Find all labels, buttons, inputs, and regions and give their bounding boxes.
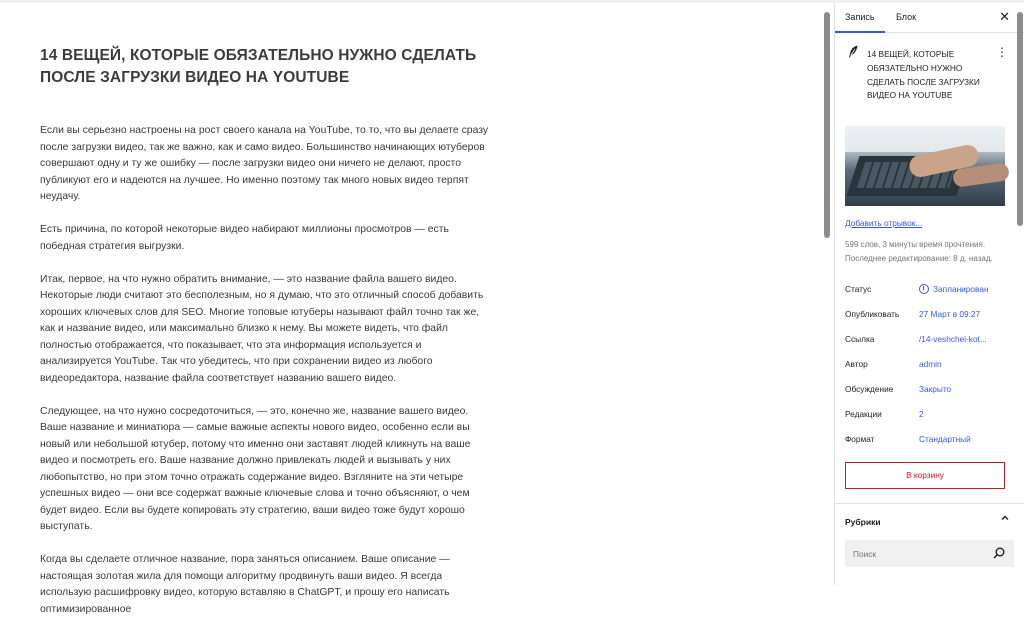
revisions-button[interactable]: 2 — [919, 409, 924, 420]
meta-row-discussion — [845, 377, 1014, 402]
paragraph-block[interactable]: Есть причина, по которой некоторые видео набирают миллионы просмотров — есть победная стратегия выгрузки. — [40, 224, 449, 252]
post-meta — [835, 277, 1024, 452]
move-to-trash-button[interactable]: В корзину — [845, 462, 1005, 489]
search-icon — [992, 546, 1006, 560]
add-excerpt-link[interactable]: Добавить отрывок... — [845, 218, 923, 228]
meta-label: Ссылка — [845, 334, 875, 345]
meta-row-publish — [845, 302, 1014, 327]
publish-date-button[interactable]: 27 Март в 09:27 — [919, 309, 981, 320]
post-title[interactable]: 14 ВЕЩЕЙ, КОТОРЫЕ ОБЯЗАТЕЛЬНО НУЖНО СДЕЛАТЬ ПОСЛЕ ЗАГРУЗКИ ВИДЕО НА YOUTUBE — [40, 47, 477, 86]
search-placeholder: Поиск — [853, 549, 876, 560]
editor-scrollbar[interactable] — [824, 12, 830, 238]
categories-panel-header[interactable] — [835, 504, 1024, 536]
more-options-icon[interactable]: ⋮ — [996, 45, 1008, 59]
close-icon[interactable]: ✕ — [999, 9, 1010, 24]
meta-label: Статус — [845, 284, 872, 295]
editor-canvas[interactable] — [0, 3, 823, 615]
meta-row-format — [845, 427, 1014, 452]
meta-row-revisions — [845, 402, 1014, 427]
paragraph-block[interactable]: Когда вы сделаете отличное название, пора заняться описанием. Ваше описание — настоящая золотая жила для помощи алгоритму продвинуть ваши видео. Я всегда использую расшифровку видео, которую вставляю в ChatGPT, и прошу его написать оптимизированное — [40, 554, 450, 615]
meta-label: Редакции — [845, 409, 882, 420]
clock-icon — [919, 284, 929, 294]
meta-label: Автор — [845, 359, 868, 370]
meta-row-status — [845, 277, 1014, 302]
meta-label: Опубликовать — [845, 309, 900, 320]
settings-sidebar — [834, 3, 1024, 585]
featured-image[interactable] — [845, 126, 1005, 206]
status-value: Запланирован — [933, 284, 989, 295]
discussion-button[interactable]: Закрыто — [919, 384, 952, 395]
meta-label: Формат — [845, 434, 875, 445]
summary-title: 14 ВЕЩЕЙ, КОТОРЫЕ ОБЯЗАТЕЛЬНО НУЖНО СДЕЛАТЬ ПОСЛЕ ЗАГРУЗКИ ВИДЕО НА YOUTUBE — [867, 49, 980, 101]
post-stats: 599 слов, 3 минуты время прочтения. Последнее редактирование: 8 д. назад. — [845, 240, 993, 263]
post-content[interactable] — [40, 123, 492, 635]
sidebar-tabs — [835, 3, 1024, 33]
tab-post[interactable]: Запись — [845, 12, 875, 22]
sidebar-scrollbar[interactable] — [1017, 12, 1023, 226]
categories-title: Рубрики — [845, 517, 881, 528]
post-summary-header — [845, 45, 1014, 121]
tab-block[interactable]: Блок — [896, 12, 917, 22]
paragraph-block[interactable]: Если вы серьезно настроены на рост своего канала на YouTube, то то, что вы делаете сразу после загрузки видео, так же важно, как и само видео. Большинство начинающих ютуберов совершают одну и ту же ошибку — после загрузки видео они ничего не делают, просто публикуют его и надеются на лучшее. Но именно поэтому так много новых видео терпят неудачу. — [40, 125, 489, 202]
post-summary — [835, 33, 1024, 265]
author-button[interactable]: admin — [919, 359, 942, 370]
permalink-button[interactable]: /14-veshchei-kot... — [919, 334, 987, 345]
chevron-up-icon[interactable] — [1000, 513, 1010, 526]
paragraph-block[interactable]: Следующее, на что нужно сосредоточиться, — это, конечно же, название вашего видео. Ваше название и миниатюра — самые важные аспекты нового видео, особенно если вы новый или небольшой ютубер, потому что именно они заставят людей кликнуть на ваше видео и посмотреть его. Ваше название должно привлекать людей и вызывать у них любопытство, но при этом точно отражать содержание видео. Взгляните на эти четыре успешных видео — они все содержат важные ключевые слова и точно объясняют, о чем будет видео. Если вы будете копировать эту стратегию, ваши видео тоже будут хорошо выступать. — [40, 405, 471, 532]
meta-row-link — [845, 327, 1014, 352]
paragraph-block[interactable]: Итак, первое, на что нужно обратить внимание, — это название файла вашего видео. Некоторые люди считают это бесполезным, но я думаю, что это отличный способ добавить хороших ключевых слов для SEO. Многие топовые ютуберы называют файл точно так же, как и название видео, или максимально близко к нему. Вы можете видеть, что файл полностью отображается, что показывает, что эта информация используется и анализируется YouTube. Так что убедитесь, что при сохранении видео из любого видеоредактора, название файла соответствует названию вашего видео. — [40, 273, 484, 384]
meta-label: Обсуждение — [845, 384, 894, 395]
category-search-input[interactable] — [845, 540, 1014, 567]
status-button[interactable] — [919, 284, 989, 294]
meta-row-author — [845, 352, 1014, 377]
feather-icon — [848, 45, 859, 61]
format-button[interactable]: Стандартный — [919, 434, 971, 445]
